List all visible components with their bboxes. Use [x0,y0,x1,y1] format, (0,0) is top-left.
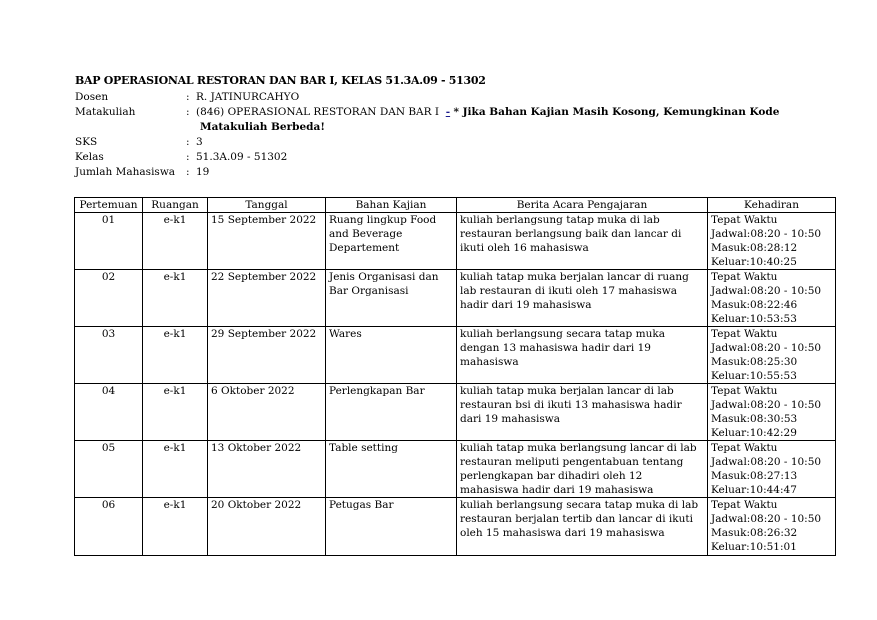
header-tanggal: Tanggal [208,198,326,213]
kehadiran-keluar: Keluar:10:53:53 [711,313,797,325]
cell-pertemuan: 01 [75,213,143,270]
kehadiran-jadwal: Jadwal:08:20 - 10:50 [711,285,822,297]
cell-kehadiran [708,327,836,384]
sks-label: SKS [75,136,98,148]
cell-pertemuan: 03 [75,327,143,384]
kehadiran-status: Tepat Waktu [711,385,778,397]
header-pertemuan: Pertemuan [75,198,143,213]
cell-ruangan: e-k1 [143,384,208,441]
kehadiran-masuk: Masuk:08:22:46 [711,299,798,311]
colon: : [186,91,190,103]
kehadiran-status: Tepat Waktu [711,214,778,226]
matakuliah-label: Matakuliah [75,106,136,118]
jumlah-value: 19 [196,166,210,178]
table-row [75,384,836,441]
cell-berita-acara: kuliah tatap muka berjalan lancar di lab restauran bsi di ikuti 13 mahasiswa hadir dari 19 mahasiswa [457,384,708,441]
cell-tanggal: 15 September 2022 [208,213,326,270]
cell-berita-acara: kuliah berlangsung secara tatap muka di lab restauran berjalan tertib dan lancar di ikuti oleh 15 mahasiswa dari 19 mahasiswa [457,498,708,556]
cell-bahan-kajian: Ruang lingkup Food and Beverage Departement [326,213,457,270]
kehadiran-jadwal: Jadwal:08:20 - 10:50 [711,513,822,525]
kehadiran-keluar: Keluar:10:44:47 [711,484,797,496]
kehadiran-jadwal: Jadwal:08:20 - 10:50 [711,228,822,240]
cell-tanggal: 29 September 2022 [208,327,326,384]
colon: : [186,106,190,118]
cell-bahan-kajian: Jenis Organisasi dan Bar Organisasi [326,270,457,327]
kehadiran-keluar: Keluar:10:55:53 [711,370,797,382]
cell-ruangan: e-k1 [143,213,208,270]
kehadiran-status: Tepat Waktu [711,271,778,283]
cell-berita-acara: kuliah berlangsung tatap muka di lab restauran berlangsung baik dan lancar di ikuti oleh 16 mahasiswa [457,213,708,270]
table-row [75,327,836,384]
cell-tanggal: 20 Oktober 2022 [208,498,326,556]
cell-ruangan: e-k1 [143,270,208,327]
kehadiran-masuk: Masuk:08:25:30 [711,356,798,368]
cell-tanggal: 13 Oktober 2022 [208,441,326,498]
kehadiran-status: Tepat Waktu [711,328,778,340]
cell-kehadiran [708,441,836,498]
matakuliah-value: (846) OPERASIONAL RESTORAN DAN BAR I [196,106,440,118]
kehadiran-keluar: Keluar:10:40:25 [711,256,797,268]
table-row [75,441,836,498]
kelas-label: Kelas [75,151,104,163]
cell-ruangan: e-k1 [143,498,208,556]
matakuliah-note-cont: Matakuliah Berbeda! [200,121,325,133]
table-row [75,213,836,270]
header-berita-acara: Berita Acara Pengajaran [457,198,708,213]
cell-bahan-kajian: Wares [326,327,457,384]
header-kehadiran: Kehadiran [708,198,836,213]
kehadiran-masuk: Masuk:08:26:32 [711,527,798,539]
kehadiran-jadwal: Jadwal:08:20 - 10:50 [711,456,822,468]
jumlah-label: Jumlah Mahasiswa [75,166,176,178]
header-bahan-kajian: Bahan Kajian [326,198,457,213]
kehadiran-masuk: Masuk:08:28:12 [711,242,798,254]
table-row [75,270,836,327]
cell-tanggal: 22 September 2022 [208,270,326,327]
cell-bahan-kajian: Petugas Bar [326,498,457,556]
document-title: BAP OPERASIONAL RESTORAN DAN BAR I, KELAS 51.3A.09 - 51302 [75,74,486,87]
kehadiran-status: Tepat Waktu [711,442,778,454]
cell-ruangan: e-k1 [143,327,208,384]
kehadiran-masuk: Masuk:08:27:13 [711,470,798,482]
cell-ruangan: e-k1 [143,441,208,498]
cell-pertemuan: 04 [75,384,143,441]
table-header-row [75,198,836,213]
table-row [75,498,836,556]
cell-kehadiran [708,270,836,327]
cell-kehadiran [708,384,836,441]
sks-value: 3 [196,136,203,148]
cell-bahan-kajian: Perlengkapan Bar [326,384,457,441]
cell-berita-acara: kuliah tatap muka berlangsung lancar di lab restauran meliputi pengentabuan tentang perlengkapan bar dihadiri oleh 12 mahasiswa hadir dari 19 mahasiswa [457,441,708,498]
kehadiran-jadwal: Jadwal:08:20 - 10:50 [711,342,822,354]
kehadiran-masuk: Masuk:08:30:53 [711,413,798,425]
colon: : [186,166,190,178]
cell-berita-acara: kuliah berlangsung secara tatap muka dengan 13 mahasiswa hadir dari 19 mahasiswa [457,327,708,384]
kehadiran-jadwal: Jadwal:08:20 - 10:50 [711,399,822,411]
matakuliah-link[interactable]: - [445,106,451,118]
matakuliah-note: * Jika Bahan Kajian Masih Kosong, Kemungkinan Kode [453,106,780,118]
cell-pertemuan: 06 [75,498,143,556]
colon: : [186,151,190,163]
matakuliah-value-line [196,105,779,120]
kehadiran-keluar: Keluar:10:42:29 [711,427,797,439]
attendance-table [74,197,836,556]
dosen-value: R. JATINURCAHYO [196,91,300,103]
kehadiran-status: Tepat Waktu [711,499,778,511]
dosen-label: Dosen [75,91,109,103]
cell-bahan-kajian: Table setting [326,441,457,498]
cell-pertemuan: 05 [75,441,143,498]
colon: : [186,136,190,148]
cell-tanggal: 6 Oktober 2022 [208,384,326,441]
kelas-value: 51.3A.09 - 51302 [196,151,288,163]
kehadiran-keluar: Keluar:10:51:01 [711,541,797,553]
cell-kehadiran [708,498,836,556]
cell-kehadiran [708,213,836,270]
cell-berita-acara: kuliah tatap muka berjalan lancar di ruang lab restauran di ikuti oleh 17 mahasiswa hadir dari 19 mahasiswa [457,270,708,327]
cell-pertemuan: 02 [75,270,143,327]
header-ruangan: Ruangan [143,198,208,213]
